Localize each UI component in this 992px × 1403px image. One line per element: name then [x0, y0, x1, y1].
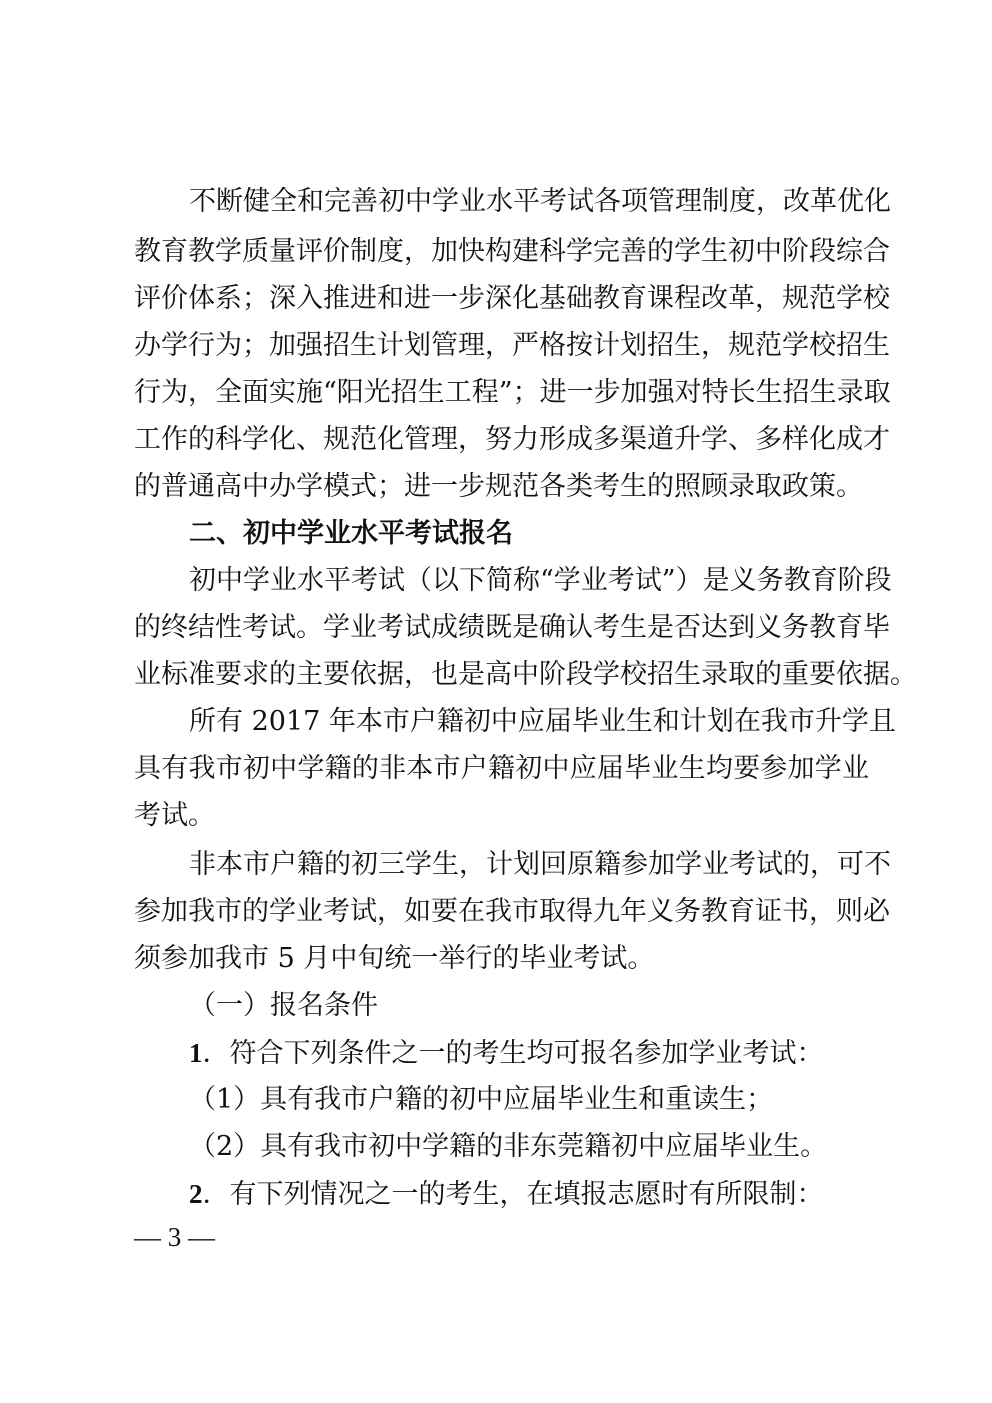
paragraph-2-line-2: 的终结性考试。学业考试成绩既是确认考生是否达到义务教育毕 — [134, 612, 890, 643]
item-1-sub-1: （1）具有我市户籍的初中应届毕业生和重读生； — [189, 1084, 774, 1115]
subheading-registration-conditions: （一）报名条件 — [189, 990, 378, 1021]
paragraph-2-line-1: 初中学业水平考试（以下简称“学业考试”）是义务教育阶段 — [189, 565, 892, 596]
section-heading: 二、初中学业水平考试报名 — [189, 518, 513, 549]
item-2-text: ．有下列情况之一的考生，在填报志愿时有所限制： — [202, 1179, 824, 1210]
item-1-number: 1 — [189, 1038, 203, 1068]
paragraph-1-line-7: 的普通高中办学模式；进一步规范各类考生的照顾录取政策。 — [134, 471, 863, 502]
page-number: — 3 — — [134, 1222, 215, 1252]
paragraph-4-line-1: 非本市户籍的初三学生，计划回原籍参加学业考试的，可不 — [189, 849, 891, 880]
paragraph-1-line-4: 办学行为；加强招生计划管理，严格按计划招生，规范学校招生 — [134, 330, 890, 361]
item-2-number: 2 — [189, 1179, 203, 1209]
item-1-sub-2: （2）具有我市初中学籍的非东莞籍初中应届毕业生。 — [189, 1131, 828, 1162]
paragraph-1-line-3: 评价体系；深入推进和进一步深化基础教育课程改革，规范学校 — [134, 283, 890, 314]
paragraph-1-line-1: 不断健全和完善初中学业水平考试各项管理制度，改革优化 — [189, 186, 891, 217]
paragraph-4-line-2: 参加我市的学业考试，如要在我市取得九年义务教育证书，则必 — [134, 896, 890, 927]
item-2 — [189, 1174, 869, 1214]
item-1 — [189, 1033, 869, 1073]
paragraph-1-line-6: 工作的科学化、规范化管理，努力形成多渠道升学、多样化成才 — [134, 424, 890, 455]
paragraph-3-line-1: 所有 2017 年本市户籍初中应届毕业生和计划在我市升学且 — [189, 706, 896, 737]
paragraph-4-line-3: 须参加我市 5 月中旬统一举行的毕业考试。 — [134, 943, 655, 974]
paragraph-1-line-2: 教育教学质量评价制度，加快构建科学完善的学生初中阶段综合 — [134, 236, 890, 267]
paragraph-1-line-5: 行为，全面实施“阳光招生工程”；进一步加强对特长生招生录取 — [134, 377, 891, 408]
item-1-text: ．符合下列条件之一的考生均可报名参加学业考试： — [202, 1038, 824, 1069]
paragraph-3-line-2: 具有我市初中学籍的非本市户籍初中应届毕业生均要参加学业 — [134, 753, 869, 784]
paragraph-3-line-3: 考试。 — [134, 800, 215, 831]
paragraph-2-line-3: 业标准要求的主要依据，也是高中阶段学校招生录取的重要依据。 — [134, 659, 917, 690]
